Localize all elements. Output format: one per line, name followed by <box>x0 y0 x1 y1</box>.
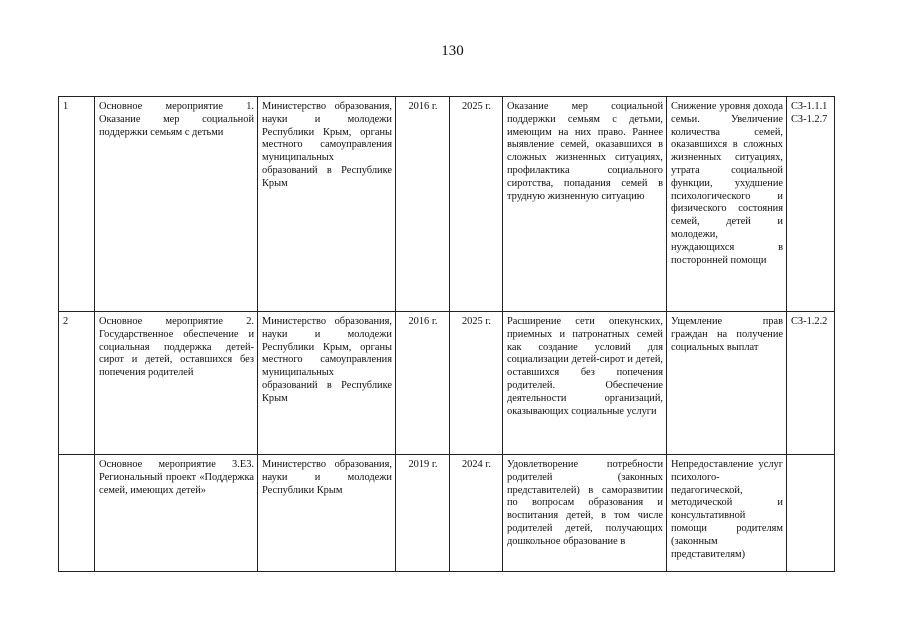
consequences-cell: Снижение уровня дохода семьи. Увеличение количества семей, оказавшихся в сложных жизненных ситуациях, утрата социальной функции, ухудшение психологического и физического состояния семей, детей и молодежи, нуждающихся в посторонней помощи <box>667 97 787 312</box>
executor-cell: Министерство образования, науки и молодежи Республики Крым, органы местного самоуправления муниципальных образований в Республике Крым <box>258 312 396 455</box>
consequences-cell: Непредоставление услуг психолого-педагогической, методической и консультативной помощи родителям (законным представителям) <box>667 455 787 572</box>
start-year-cell: 2016 г. <box>396 97 450 312</box>
start-year-cell: 2019 г. <box>396 455 450 572</box>
executor-cell: Министерство образования, науки и молодежи Республики Крым <box>258 455 396 572</box>
table-row <box>59 97 835 312</box>
end-year-cell: 2024 г. <box>450 455 503 572</box>
page-number: 130 <box>441 43 464 59</box>
activity-cell: Основное мероприятие 1. Оказание мер социальной поддержки семьям с детьми <box>95 97 258 312</box>
indicators-cell <box>787 455 835 572</box>
expected-result-cell: Расширение сети опекунских, приемных и патронатных семей как создание условий для социализации детей-сирот и детей, оставшихся без попечения родителей. Обеспечение деятельности организаций, оказывающих социальные услуги <box>503 312 667 455</box>
table-row <box>59 455 835 572</box>
executor-cell: Министерство образования, науки и молодежи Республики Крым, органы местного самоуправления муниципальных образований в Республике Крым <box>258 97 396 312</box>
indicators-cell: СЗ-1.1.1 СЗ-1.2.7 <box>787 97 835 312</box>
table-row <box>59 312 835 455</box>
row-number-cell: 2 <box>59 312 95 455</box>
program-activities-table <box>58 96 835 572</box>
consequences-cell: Ущемление прав граждан на получение социальных выплат <box>667 312 787 455</box>
row-number-cell: 1 <box>59 97 95 312</box>
activity-cell: Основное мероприятие 2. Государственное обеспечение и социальная поддержка детей-сирот и детей, оставшихся без попечения родителей <box>95 312 258 455</box>
expected-result-cell: Оказание мер социальной поддержки семьям с детьми, имеющим на них право. Раннее выявление семей, оказавшихся в сложных жизненных ситуациях, профилактика социального сиротства, попадания семей в трудную жизненную ситуацию <box>503 97 667 312</box>
row-number-cell <box>59 455 95 572</box>
end-year-cell: 2025 г. <box>450 312 503 455</box>
end-year-cell: 2025 г. <box>450 97 503 312</box>
activity-cell: Основное мероприятие 3.Е3. Региональный проект «Поддержка семей, имеющих детей» <box>95 455 258 572</box>
indicators-cell: СЗ-1.2.2 <box>787 312 835 455</box>
start-year-cell: 2016 г. <box>396 312 450 455</box>
expected-result-cell: Удовлетворение потребности родителей (законных представителей) в саморазвитии по вопросам образования и воспитания детей, в том числе родителей детей, получающих дошкольное образование в <box>503 455 667 572</box>
